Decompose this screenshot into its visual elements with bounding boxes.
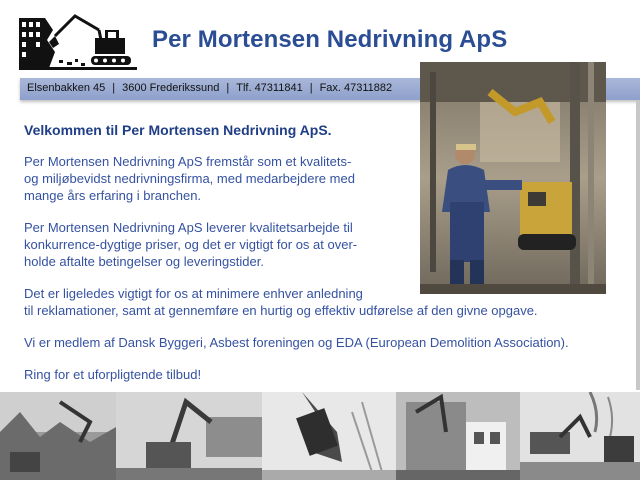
contact-info [27, 82, 392, 94]
photo-strip [0, 392, 640, 480]
paragraph-intro: Per Mortensen Nedrivning ApS fremstår som et kvalitets- og miljøbevidst nedrivningsfirma, med medarbejdere med mange års erfaring i branchen. [24, 154, 355, 203]
paragraph-memberships: Vi er medlem af Dansk Byggeri, Asbest foreningen og EDA (European Demolition Association). [24, 335, 569, 350]
separator: | [226, 82, 230, 94]
separator: | [309, 82, 313, 94]
separator: | [112, 82, 116, 94]
main-content [24, 122, 634, 398]
building-demolition-photo-4 [396, 392, 520, 480]
city-text: 3600 Frederikssund [122, 82, 220, 94]
excavator-building-logo-icon [19, 12, 137, 70]
call-to-action: Ring for et uforpligtende tilbud! [24, 367, 202, 382]
excavator-demolition-photo-2 [116, 392, 262, 480]
paragraph-complaints: Det er ligeledes vigtigt for os at minimere enhver anledning til reklamationer, samt at gennemføre en hurtig og effektiv udførelse af den givne opgave. [24, 286, 538, 318]
page-edge-shadow [636, 100, 640, 390]
phone-text: Tlf. 47311841 [236, 82, 303, 94]
company-title: Per Mortensen Nedrivning ApS [152, 26, 508, 53]
demolition-site-photo-1 [0, 392, 116, 480]
paragraph-quality: Per Mortensen Nedrivning ApS leverer kvalitetsarbejde til konkurrence-dygtige priser, og det er vigtigt for os at over- holde aftalte betingelser og leveringstider. [24, 220, 358, 269]
excavator-rubble-photo-5 [520, 392, 640, 480]
address-text: Elsenbakken 45 [27, 82, 106, 94]
fax-text: Fax. 47311882 [319, 82, 393, 94]
welcome-headline: Velkommen til Per Mortensen Nedrivning ApS. [24, 122, 332, 138]
crusher-attachment-photo-3 [262, 392, 396, 480]
